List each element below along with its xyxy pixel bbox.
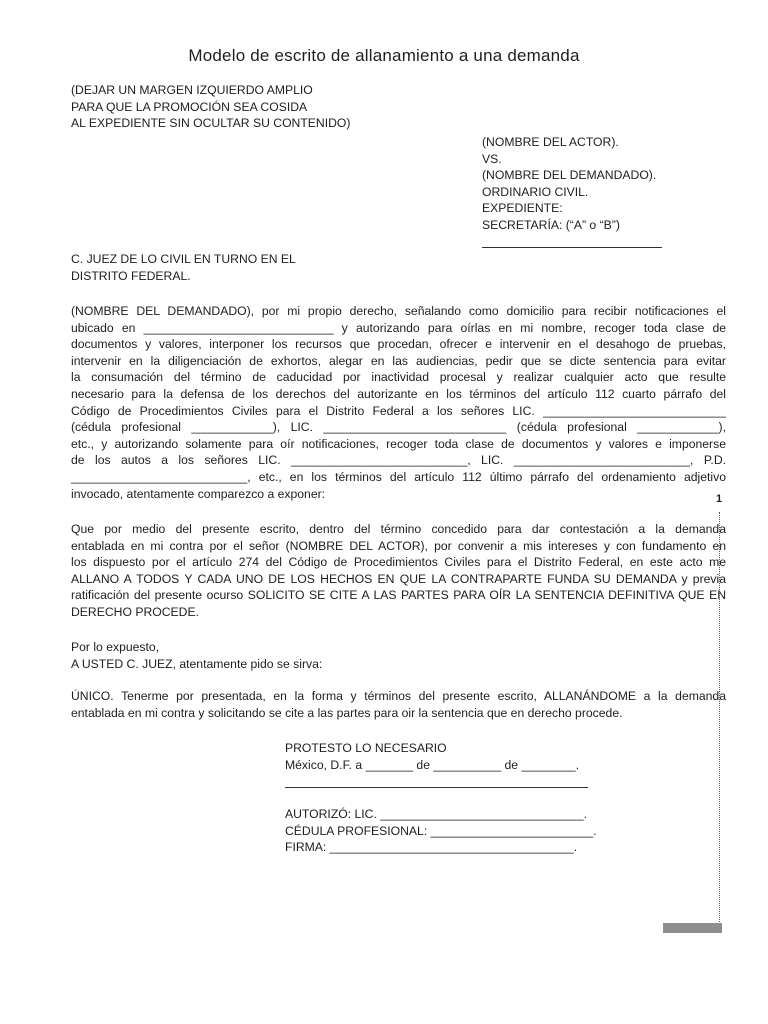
- paragraph-line: Código de Procedimientos Civiles para el Distrito Federal a los señores LIC. ___________________________: [71, 403, 726, 418]
- caption-underline: [482, 247, 662, 248]
- margin-note: [71, 82, 350, 132]
- caption-line: EXPEDIENTE:: [482, 201, 563, 216]
- paragraph-line: documentos y valores, interponer los recursos que procedan, ofrecer e intervenir en el desahogo de pruebas,: [71, 337, 726, 352]
- firma-line: FIRMA: ____________________________________.: [285, 840, 578, 855]
- margin-note-line: PARA QUE LA PROMOCIÓN SEA COSIDA: [71, 99, 308, 114]
- addressee-line: DISTRITO FEDERAL.: [71, 268, 191, 283]
- paragraph-line: la consumación del término de caducidad por inactividad procesal y realizar cualquier acto que resulte: [71, 370, 726, 385]
- paragraph-line: ALLANO A TODOS Y CADA UNO DE LOS HECHOS EN QUE LA CONTRAPARTE FUNDA SU DEMANDA y previa: [71, 571, 726, 586]
- paragraph-line: Por lo expuesto,: [71, 640, 160, 654]
- page-number: 1: [716, 493, 723, 505]
- paragraph-line: ÚNICO. Tenerme por presentada, en la forma y términos del presente escrito, ALLANÁNDOME a la demanda: [71, 689, 726, 703]
- paragraph-line: A USTED C. JUEZ, atentamente pido se sirva:: [71, 656, 323, 671]
- paragraph-line: (cédula profesional ____________), LIC. ___________________________ (cédula profesional ____________),: [71, 420, 726, 435]
- margin-dotted-rule: [719, 512, 720, 924]
- paragraph-line: intervenir en la diligenciación de exhortos, alegar en las audiencias, pedir que se dicte sentencia para evitar: [71, 353, 726, 368]
- case-caption: [482, 134, 656, 234]
- paragraph-line: __________________________, etc., en los términos del artículo 112 último párrafo del ordenamiento adjetivo: [71, 469, 726, 484]
- paragraph-line: ubicado en ____________________________ y autorizando para oírlas en mi nombre, recoger toda clase de: [71, 320, 726, 335]
- document-title: Modelo de escrito de allanamiento a una demanda: [188, 46, 580, 65]
- authorization-block: [285, 806, 597, 856]
- addressee: [71, 251, 296, 284]
- caption-line: (NOMBRE DEL DEMANDADO).: [482, 168, 657, 183]
- margin-note-line: AL EXPEDIENTE SIN OCULTAR SU CONTENIDO): [71, 116, 351, 131]
- caption-line: SECRETARÍA: (“A” o “B”): [482, 217, 620, 232]
- paragraph-line: Que por medio del presente escrito, dentro del término concedido para dar contestación a la demanda: [71, 522, 726, 536]
- signature-block: [285, 740, 579, 773]
- paragraph-line: los dispuesto por el artículo 274 del Código de Procedimientos Civiles para el Distrito Federal, en este acto me: [71, 555, 726, 570]
- caption-line: ORDINARIO CIVIL.: [482, 184, 589, 199]
- paragraph-line: ratificación del presente ocurso SOLICITO SE CITE A LAS PARTES PARA OÍR LA SENTENCIA DEFINITIVA QUE EN: [71, 588, 726, 603]
- paragraph-line: etc., y autorizando solamente para oír notificaciones, recoger toda clase de documentos y valores e imponerse: [71, 436, 726, 451]
- caption-line: VS.: [482, 151, 502, 166]
- caption-line: (NOMBRE DEL ACTOR).: [482, 135, 619, 149]
- paragraph-unico: [71, 688, 726, 721]
- paragraph-line: entablada en mi contra por el señor (NOMBRE DEL ACTOR), por convenir a mis intereses y con fundamento en: [71, 538, 726, 553]
- paragraph-line: entablada en mi contra y solicitando se cite a las partes para oir la sentencia que en derecho procede.: [71, 705, 623, 720]
- paragraph-line: necesario para la defensa de los derechos del autorizante en los términos del artículo 112 cuarto párrafo del: [71, 386, 726, 401]
- autorizo-line: AUTORIZÓ: LIC. ______________________________.: [285, 807, 587, 821]
- place-date-line: México, D.F. a _______ de __________ de ________.: [285, 757, 580, 772]
- paragraph-line: de los autos a los señores LIC. __________________________, LIC. __________________________, P.D.: [71, 453, 726, 468]
- paragraph-allanamiento: [71, 521, 726, 621]
- paragraph-appearance: [71, 303, 726, 502]
- cedula-line: CÉDULA PROFESIONAL: ________________________.: [285, 823, 597, 838]
- paragraph-line: (NOMBRE DEL DEMANDADO), por mi propio derecho, señalando como domicilio para recibir notificaciones el: [71, 304, 726, 318]
- addressee-line: C. JUEZ DE LO CIVIL EN TURNO EN EL: [71, 252, 296, 266]
- margin-note-line: (DEJAR UN MARGEN IZQUIERDO AMPLIO: [71, 83, 313, 97]
- paragraph-petition-intro: [71, 639, 726, 672]
- page-footer-bar: [663, 923, 722, 933]
- paragraph-line: invocado, atentamente comparezco a exponer:: [71, 486, 326, 501]
- protesto-line: PROTESTO LO NECESARIO: [285, 741, 447, 755]
- paragraph-line: DERECHO PROCEDE.: [71, 604, 199, 619]
- signature-underline: [285, 787, 588, 788]
